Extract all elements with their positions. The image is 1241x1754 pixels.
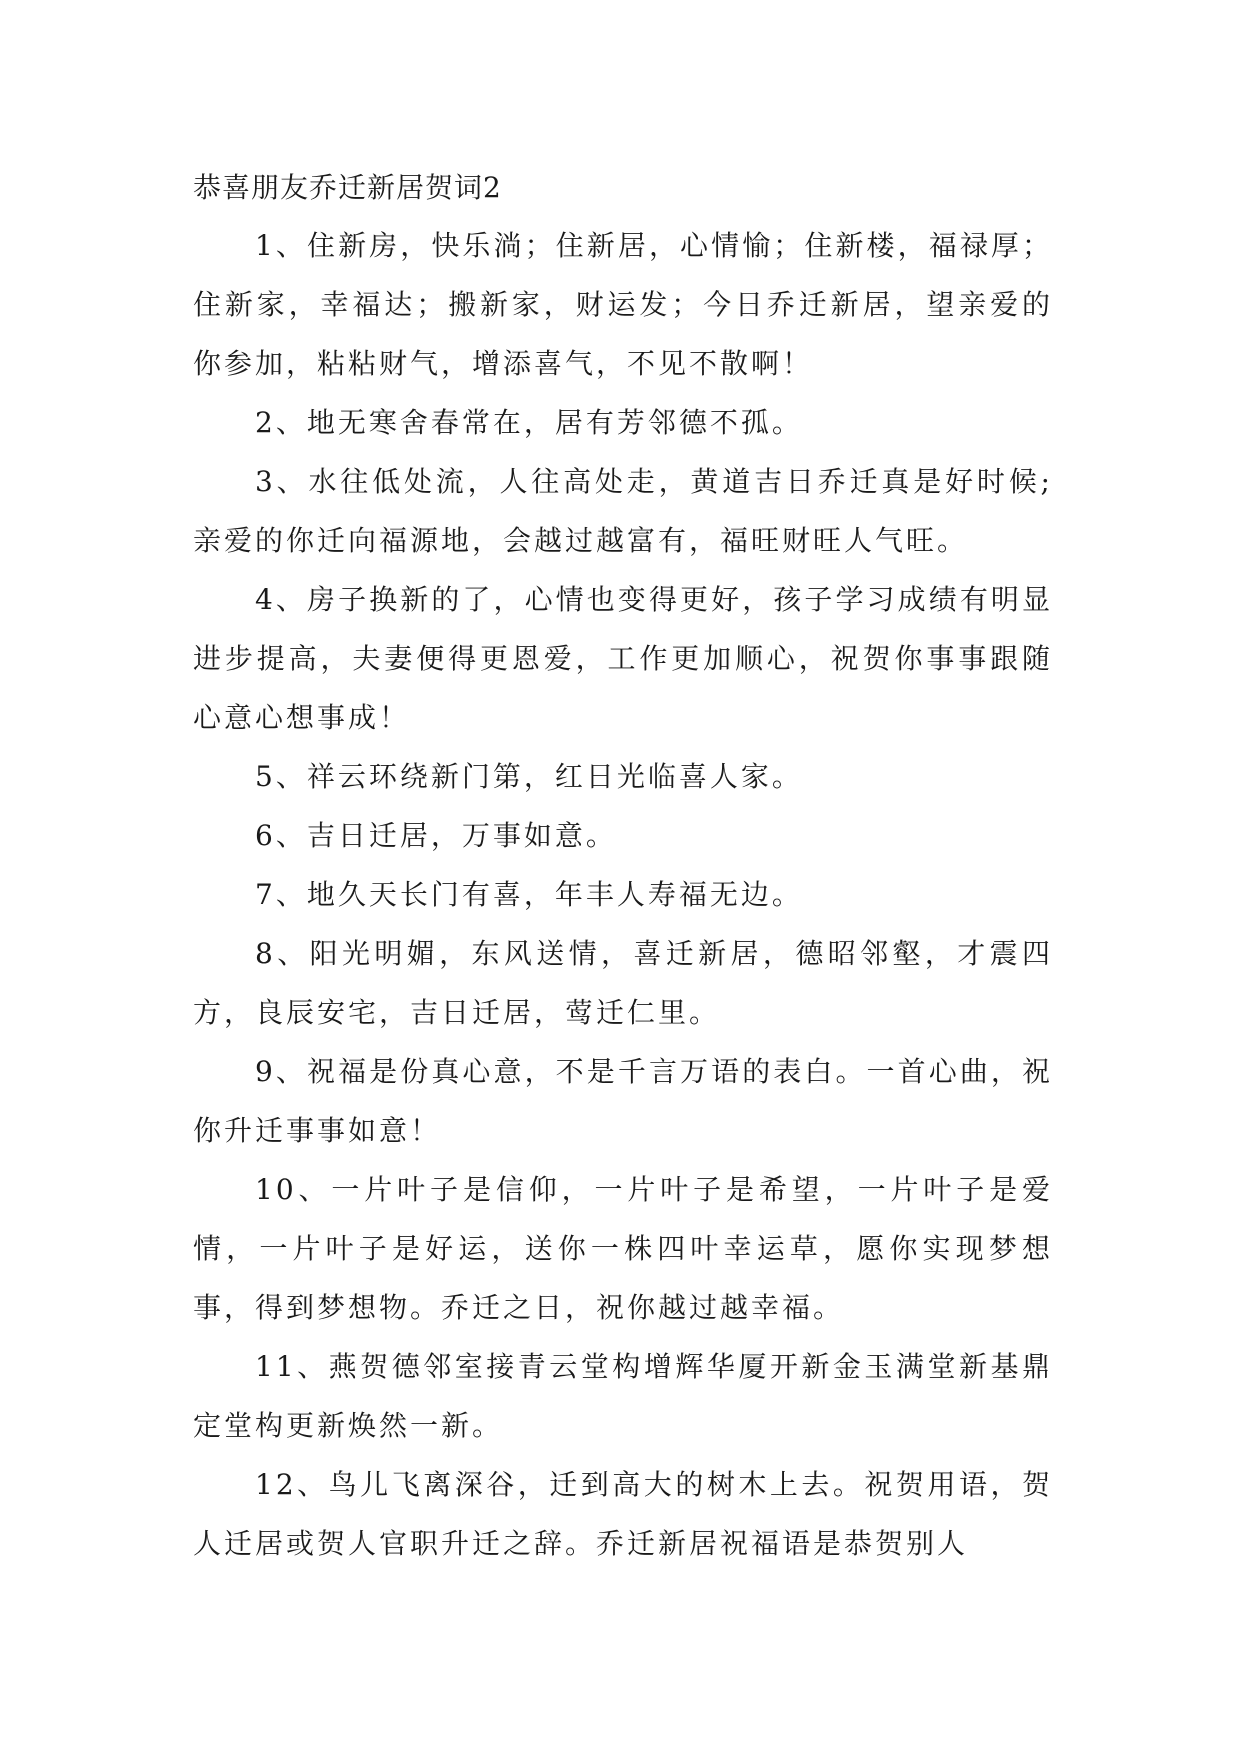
document-page bbox=[193, 160, 1053, 1573]
paragraph-5: 5、祥云环绕新门第，红日光临喜人家。 bbox=[255, 760, 803, 793]
paragraph-4: 4、房子换新的了，心情也变得更好，孩子学习成绩有明显进步提高，夫妻便得更恩爱，工作更加顺心，祝贺你事事跟随心意心想事成！ bbox=[193, 583, 1053, 734]
paragraph-2: 2、地无寒舍春常在，居有芳邻德不孤。 bbox=[255, 406, 803, 439]
paragraph-1: 1、住新房，快乐淌；住新居，心情愉；住新楼，福禄厚；住新家，幸福达；搬新家，财运发；今日乔迁新居，望亲爱的你参加，粘粘财气，增添喜气，不见不散啊！ bbox=[193, 229, 1053, 380]
paragraph-9: 9、祝福是份真心意，不是千言万语的表白。一首心曲，祝你升迁事事如意！ bbox=[193, 1055, 1053, 1147]
document-title: 恭喜朋友乔迁新居贺词2 bbox=[193, 171, 502, 204]
paragraph-6: 6、吉日迁居，万事如意。 bbox=[255, 819, 617, 852]
paragraph-11: 11、燕贺德邻室接青云堂构增辉华厦开新金玉满堂新基鼎定堂构更新焕然一新。 bbox=[193, 1350, 1053, 1442]
paragraph-3: 3、水往低处流，人往高处走，黄道吉日乔迁真是好时候;亲爱的你迁向福源地，会越过越富有，福旺财旺人气旺。 bbox=[193, 465, 1053, 557]
paragraph-7: 7、地久天长门有喜，年丰人寿福无边。 bbox=[255, 878, 803, 911]
paragraph-12: 12、鸟儿飞离深谷，迁到高大的树木上去。祝贺用语，贺人迁居或贺人官职升迁之辞。乔迁新居祝福语是恭贺别人 bbox=[193, 1468, 1053, 1560]
paragraph-8: 8、阳光明媚，东风送情，喜迁新居，德昭邻壑，才震四方，良辰安宅，吉日迁居，莺迁仁里。 bbox=[193, 937, 1053, 1029]
paragraph-10: 10、一片叶子是信仰，一片叶子是希望，一片叶子是爱情，一片叶子是好运，送你一株四叶幸运草，愿你实现梦想事，得到梦想物。乔迁之日，祝你越过越幸福。 bbox=[193, 1173, 1053, 1324]
